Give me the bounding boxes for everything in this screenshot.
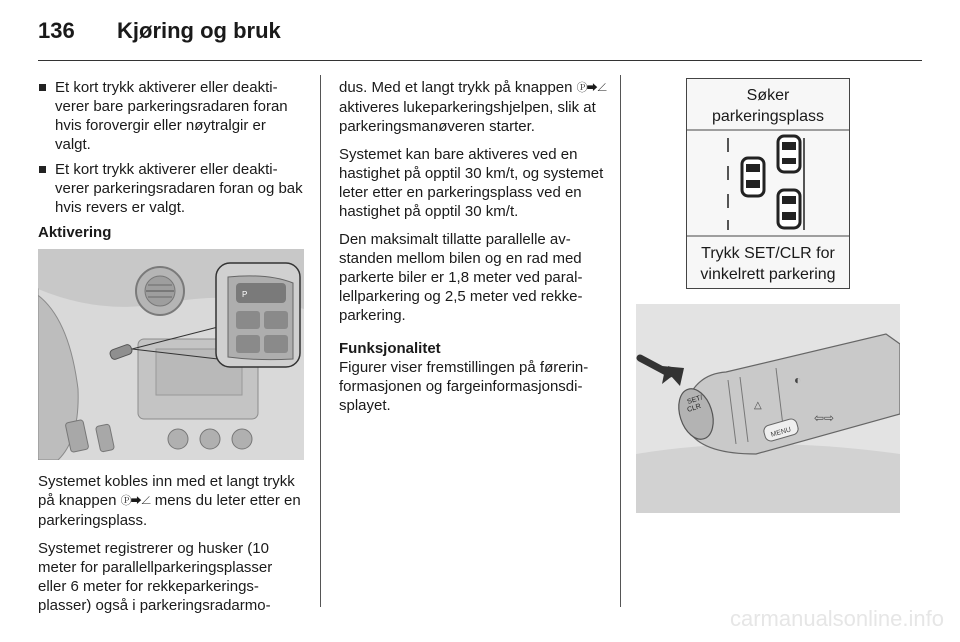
page-title: Kjøring og bruk	[117, 18, 281, 43]
column-divider	[320, 75, 321, 607]
bullet-item	[38, 160, 304, 217]
paragraph-text: mens du leter etter en parkeringsplass.	[38, 492, 301, 529]
svg-text:◐: ◐	[794, 373, 802, 387]
paragraph-text: Systemet kobles inn med et langt trykk på knappen	[38, 473, 295, 509]
display-footer-line2: vinkelrett parkering	[700, 266, 836, 283]
paragraph-text: dus. Med et langt trykk på knappen	[339, 79, 573, 96]
own-car-icon	[742, 158, 764, 196]
bullet-item	[38, 78, 304, 154]
set-label: SET/	[686, 394, 704, 406]
parked-car-icon	[778, 136, 800, 172]
paragraph-text: aktiveres lukeparkeringshjelpen, slik at parkeringsmanøveren starter.	[339, 99, 596, 135]
parking-assist-button-icon: Ⓟ⮕∠	[120, 495, 151, 507]
column-2	[339, 78, 607, 424]
paragraph: Systemet kan bare aktiveres ved en hastighet på opptil 30 km/t, og systemet leter etter en parkeringsplass ved en hastighet på opptil 30 km/t.	[339, 146, 604, 220]
clr-label: CLR	[686, 402, 702, 414]
display-title-line1: Søker	[746, 87, 790, 104]
menu-label: MENU	[770, 426, 792, 439]
page-header	[38, 18, 922, 62]
parking-assist-button-icon: Ⓟ⮕∠	[576, 82, 607, 94]
svg-text:⇦⇨: ⇦⇨	[814, 411, 835, 425]
svg-text:△: △	[754, 400, 762, 411]
bullet-text: Et kort trykk aktiverer eller deaktiverer bare parkeringsradaren foran hvis forovergir eller nøytralgir er valgt.	[55, 79, 288, 153]
paragraph: Figurer viser fremstillingen på førerinformasjonen og fargeinformasjonsdisplayet.	[339, 359, 589, 414]
bullet-square-icon	[39, 84, 46, 91]
section-heading-funksjonalitet: Funksjonalitet	[339, 340, 441, 357]
column-1-lower	[38, 472, 304, 624]
header-divider	[38, 60, 922, 61]
section-heading-aktivering: Aktivering	[38, 224, 112, 241]
display-footer-line1: Trykk SET/CLR for	[701, 245, 835, 262]
column-1	[38, 78, 304, 251]
column-divider	[620, 75, 621, 607]
bullet-square-icon	[39, 166, 46, 173]
paragraph: Systemet registrerer og husker (10 meter for parallellparkeringsplasser eller 6 meter for rekkeparkeringsplasser) også i parkeringsradarmo-	[38, 540, 273, 614]
bullet-text: Et kort trykk aktiverer eller deaktiverer parkeringsradaren foran og bak hvis revers er valgt.	[55, 161, 303, 216]
svg-text:P: P	[242, 290, 248, 299]
parked-car-icon	[778, 190, 800, 228]
paragraph: Den maksimalt tillatte parallelle avstanden mellom bilen og en rad med parkerte biler er 1,8 meter ved parallellparkering og 2,5 meter ved rekkeparkering.	[339, 231, 583, 324]
steering-lever-illustration	[636, 304, 900, 513]
watermark: carmanualsonline.info	[729, 606, 944, 631]
parking-display-illustration	[686, 78, 850, 289]
paragraph	[339, 78, 607, 136]
display-title-line2: parkeringsplass	[711, 108, 825, 125]
paragraph	[38, 472, 304, 530]
page-number: 136	[38, 18, 75, 43]
dashboard-illustration	[38, 249, 304, 460]
